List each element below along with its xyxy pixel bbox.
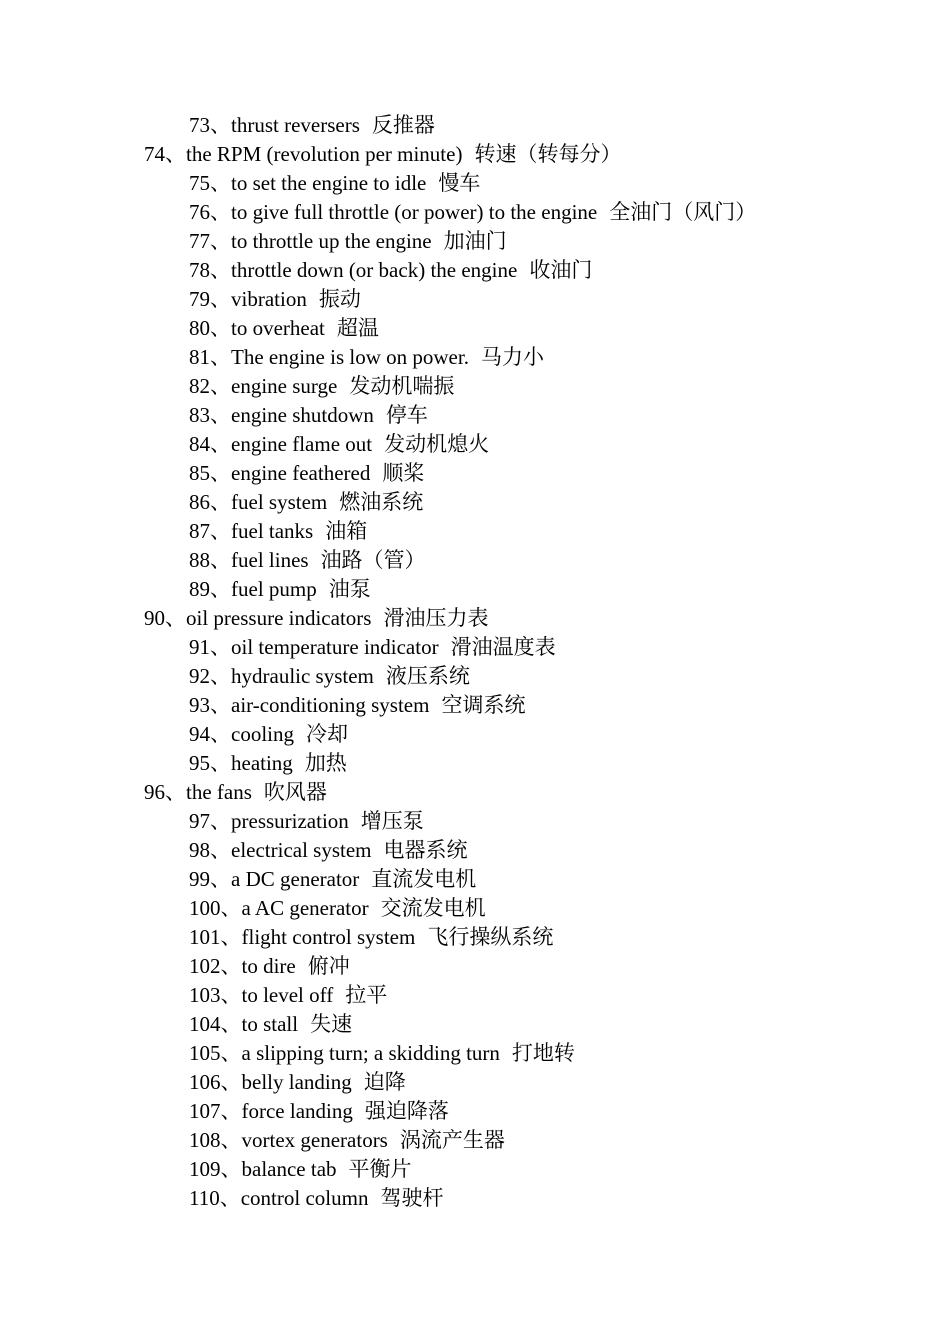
entry-separator: 、 <box>210 171 231 195</box>
entry-separator: 、 <box>210 200 231 224</box>
glossary-entry-106 <box>0 1068 950 1097</box>
entry-number: 96 <box>144 780 165 804</box>
entry-chinese-term: 平衡片 <box>348 1157 412 1181</box>
glossary-entry-78 <box>0 256 950 285</box>
entry-english-term: to level off <box>241 983 334 1007</box>
entry-number: 88 <box>189 548 210 572</box>
entry-english-term: The engine is low on power. <box>231 345 469 369</box>
entry-separator: 、 <box>220 983 242 1007</box>
entry-english-term: pressurization <box>231 809 349 833</box>
glossary-entry-90 <box>0 604 950 633</box>
entry-number: 109 <box>189 1157 221 1181</box>
entry-separator: 、 <box>210 287 231 311</box>
entry-separator: 、 <box>210 461 231 485</box>
glossary-entry-108 <box>0 1126 950 1155</box>
glossary-entry-74 <box>0 140 950 169</box>
entry-chinese-term: 强迫降落 <box>364 1099 449 1123</box>
entry-separator: 、 <box>220 1157 242 1181</box>
entry-english-term: to give full throttle (or power) to the engine <box>231 200 598 224</box>
entry-separator: 、 <box>210 867 231 891</box>
glossary-entry-110 <box>0 1184 950 1213</box>
entry-english-term: balance tab <box>241 1157 337 1181</box>
entry-number: 75 <box>189 171 210 195</box>
entry-chinese-term: 失速 <box>310 1012 353 1036</box>
entry-number: 101 <box>189 925 221 949</box>
entry-number: 85 <box>189 461 210 485</box>
entry-number: 83 <box>189 403 210 427</box>
entry-separator: 、 <box>210 113 231 137</box>
entry-number: 84 <box>189 432 210 456</box>
entry-number: 81 <box>189 345 210 369</box>
entry-chinese-term: 顺桨 <box>382 461 425 485</box>
glossary-list <box>0 111 950 1213</box>
entry-number: 105 <box>189 1041 221 1065</box>
entry-chinese-term: 收油门 <box>529 258 593 282</box>
entry-number: 94 <box>189 722 210 746</box>
glossary-entry-104 <box>0 1010 950 1039</box>
entry-english-term: a AC generator <box>241 896 369 920</box>
entry-number: 91 <box>189 635 210 659</box>
entry-english-term: the fans <box>186 780 252 804</box>
entry-english-term: to stall <box>241 1012 299 1036</box>
entry-separator: 、 <box>210 664 231 688</box>
entry-english-term: oil pressure indicators <box>186 606 372 630</box>
glossary-entry-87 <box>0 517 950 546</box>
glossary-entry-82 <box>0 372 950 401</box>
entry-separator: 、 <box>220 1012 242 1036</box>
entry-separator: 、 <box>165 142 186 166</box>
entry-number: 74 <box>144 142 165 166</box>
entry-chinese-term: 液压系统 <box>385 664 470 688</box>
entry-english-term: fuel tanks <box>231 519 314 543</box>
entry-chinese-term: 油泵 <box>328 577 371 601</box>
entry-english-term: electrical system <box>231 838 372 862</box>
glossary-entry-81 <box>0 343 950 372</box>
entry-chinese-term: 滑油压力表 <box>383 606 489 630</box>
entry-separator: 、 <box>210 229 231 253</box>
entry-separator: 、 <box>210 635 231 659</box>
entry-english-term: fuel pump <box>231 577 317 601</box>
entry-number: 87 <box>189 519 210 543</box>
entry-separator: 、 <box>165 780 186 804</box>
entry-chinese-term: 拉平 <box>345 983 388 1007</box>
entry-separator: 、 <box>210 519 231 543</box>
entry-english-term: vortex generators <box>241 1128 388 1152</box>
entry-separator: 、 <box>220 925 242 949</box>
entry-english-term: air-conditioning system <box>231 693 430 717</box>
entry-chinese-term: 俯冲 <box>307 954 350 978</box>
entry-number: 104 <box>189 1012 221 1036</box>
entry-separator: 、 <box>210 316 231 340</box>
entry-english-term: to dire <box>241 954 296 978</box>
entry-number: 80 <box>189 316 210 340</box>
entry-english-term: thrust reversers <box>231 113 360 137</box>
glossary-entry-102 <box>0 952 950 981</box>
glossary-entry-92 <box>0 662 950 691</box>
glossary-entry-86 <box>0 488 950 517</box>
entry-chinese-term: 加油门 <box>443 229 507 253</box>
entry-chinese-term: 慢车 <box>438 171 481 195</box>
entry-separator: 、 <box>210 577 231 601</box>
entry-english-term: fuel lines <box>231 548 309 572</box>
entry-chinese-term: 发动机熄火 <box>384 432 490 456</box>
entry-chinese-term: 迫降 <box>363 1070 406 1094</box>
entry-number: 79 <box>189 287 210 311</box>
glossary-entry-107 <box>0 1097 950 1126</box>
entry-chinese-term: 飞行操纵系统 <box>427 925 554 949</box>
glossary-entry-94 <box>0 720 950 749</box>
glossary-entry-75 <box>0 169 950 198</box>
entry-chinese-term: 振动 <box>318 287 361 311</box>
entry-chinese-term: 反推器 <box>371 113 435 137</box>
entry-chinese-term: 空调系统 <box>441 693 526 717</box>
entry-chinese-term: 全油门（风门） <box>609 200 757 224</box>
entry-chinese-term: 电器系统 <box>383 838 468 862</box>
entry-chinese-term: 吹风器 <box>263 780 327 804</box>
entry-english-term: throttle down (or back) the engine <box>231 258 518 282</box>
entry-chinese-term: 超温 <box>336 316 379 340</box>
glossary-entry-73 <box>0 111 950 140</box>
glossary-entry-93 <box>0 691 950 720</box>
entry-chinese-term: 驾驶杆 <box>380 1186 444 1210</box>
glossary-entry-79 <box>0 285 950 314</box>
entry-english-term: engine surge <box>231 374 338 398</box>
entry-chinese-term: 转速（转每分） <box>474 142 622 166</box>
entry-separator: 、 <box>210 490 231 514</box>
entry-number: 92 <box>189 664 210 688</box>
entry-number: 95 <box>189 751 210 775</box>
glossary-entry-99 <box>0 865 950 894</box>
entry-english-term: belly landing <box>241 1070 352 1094</box>
entry-english-term: hydraulic system <box>231 664 374 688</box>
entry-chinese-term: 燃油系统 <box>339 490 424 514</box>
entry-number: 100 <box>189 896 221 920</box>
entry-chinese-term: 增压泵 <box>360 809 424 833</box>
entry-chinese-term: 油路（管） <box>320 548 426 572</box>
entry-english-term: to set the engine to idle <box>231 171 427 195</box>
entry-separator: 、 <box>220 1041 242 1065</box>
entry-english-term: control column <box>240 1186 369 1210</box>
entry-english-term: a DC generator <box>231 867 360 891</box>
entry-chinese-term: 发动机喘振 <box>349 374 455 398</box>
entry-english-term: flight control system <box>241 925 416 949</box>
glossary-entry-76 <box>0 198 950 227</box>
glossary-entry-101 <box>0 923 950 952</box>
entry-english-term: engine flame out <box>231 432 373 456</box>
entry-number: 89 <box>189 577 210 601</box>
entry-separator: 、 <box>220 896 242 920</box>
entry-separator: 、 <box>210 345 231 369</box>
entry-chinese-term: 直流发电机 <box>371 867 477 891</box>
entry-number: 90 <box>144 606 165 630</box>
entry-separator: 、 <box>210 838 231 862</box>
glossary-entry-80 <box>0 314 950 343</box>
entry-number: 76 <box>189 200 210 224</box>
entry-english-term: the RPM (revolution per minute) <box>186 142 463 166</box>
entry-number: 108 <box>189 1128 221 1152</box>
entry-english-term: to overheat <box>231 316 325 340</box>
glossary-entry-109 <box>0 1155 950 1184</box>
entry-number: 102 <box>189 954 221 978</box>
entry-number: 97 <box>189 809 210 833</box>
entry-chinese-term: 滑油温度表 <box>450 635 556 659</box>
glossary-entry-105 <box>0 1039 950 1068</box>
glossary-entry-103 <box>0 981 950 1010</box>
entry-separator: 、 <box>210 258 231 282</box>
glossary-entry-84 <box>0 430 950 459</box>
entry-chinese-term: 油箱 <box>325 519 368 543</box>
entry-separator: 、 <box>220 954 242 978</box>
entry-english-term: force landing <box>241 1099 353 1123</box>
glossary-entry-83 <box>0 401 950 430</box>
glossary-entry-100 <box>0 894 950 923</box>
entry-separator: 、 <box>220 1070 242 1094</box>
entry-english-term: fuel system <box>231 490 328 514</box>
entry-separator: 、 <box>210 722 231 746</box>
glossary-entry-91 <box>0 633 950 662</box>
glossary-entry-98 <box>0 836 950 865</box>
glossary-entry-77 <box>0 227 950 256</box>
entry-number: 78 <box>189 258 210 282</box>
entry-number: 107 <box>189 1099 221 1123</box>
entry-separator: 、 <box>220 1128 242 1152</box>
entry-number: 82 <box>189 374 210 398</box>
entry-chinese-term: 加热 <box>304 751 347 775</box>
entry-english-term: engine feathered <box>231 461 371 485</box>
entry-chinese-term: 打地转 <box>511 1041 575 1065</box>
entry-number: 103 <box>189 983 221 1007</box>
glossary-entry-97 <box>0 807 950 836</box>
entry-english-term: heating <box>231 751 293 775</box>
entry-separator: 、 <box>210 693 231 717</box>
entry-separator: 、 <box>210 374 231 398</box>
entry-english-term: engine shutdown <box>231 403 374 427</box>
entry-number: 99 <box>189 867 210 891</box>
entry-separator: 、 <box>210 548 231 572</box>
entry-english-term: oil temperature indicator <box>231 635 439 659</box>
entry-number: 106 <box>189 1070 221 1094</box>
entry-separator: 、 <box>165 606 186 630</box>
entry-separator: 、 <box>220 1099 242 1123</box>
entry-separator: 、 <box>210 809 231 833</box>
entry-separator: 、 <box>210 403 231 427</box>
entry-chinese-term: 停车 <box>385 403 428 427</box>
glossary-entry-95 <box>0 749 950 778</box>
entry-english-term: a slipping turn; a skidding turn <box>241 1041 500 1065</box>
entry-chinese-term: 冷却 <box>306 722 348 746</box>
entry-english-term: to throttle up the engine <box>231 229 432 253</box>
glossary-entry-85 <box>0 459 950 488</box>
entry-chinese-term: 马力小 <box>480 345 544 369</box>
entry-english-term: vibration <box>231 287 307 311</box>
entry-separator: 、 <box>210 432 231 456</box>
entry-number: 110 <box>189 1186 220 1210</box>
entry-separator: 、 <box>219 1186 241 1210</box>
glossary-entry-89 <box>0 575 950 604</box>
entry-chinese-term: 交流发电机 <box>380 896 486 920</box>
entry-number: 93 <box>189 693 210 717</box>
entry-number: 86 <box>189 490 210 514</box>
glossary-entry-88 <box>0 546 950 575</box>
entry-english-term: cooling <box>231 722 294 746</box>
entry-separator: 、 <box>210 751 231 775</box>
entry-number: 73 <box>189 113 210 137</box>
entry-number: 98 <box>189 838 210 862</box>
glossary-entry-96 <box>0 778 950 807</box>
entry-chinese-term: 涡流产生器 <box>399 1128 505 1152</box>
entry-number: 77 <box>189 229 210 253</box>
